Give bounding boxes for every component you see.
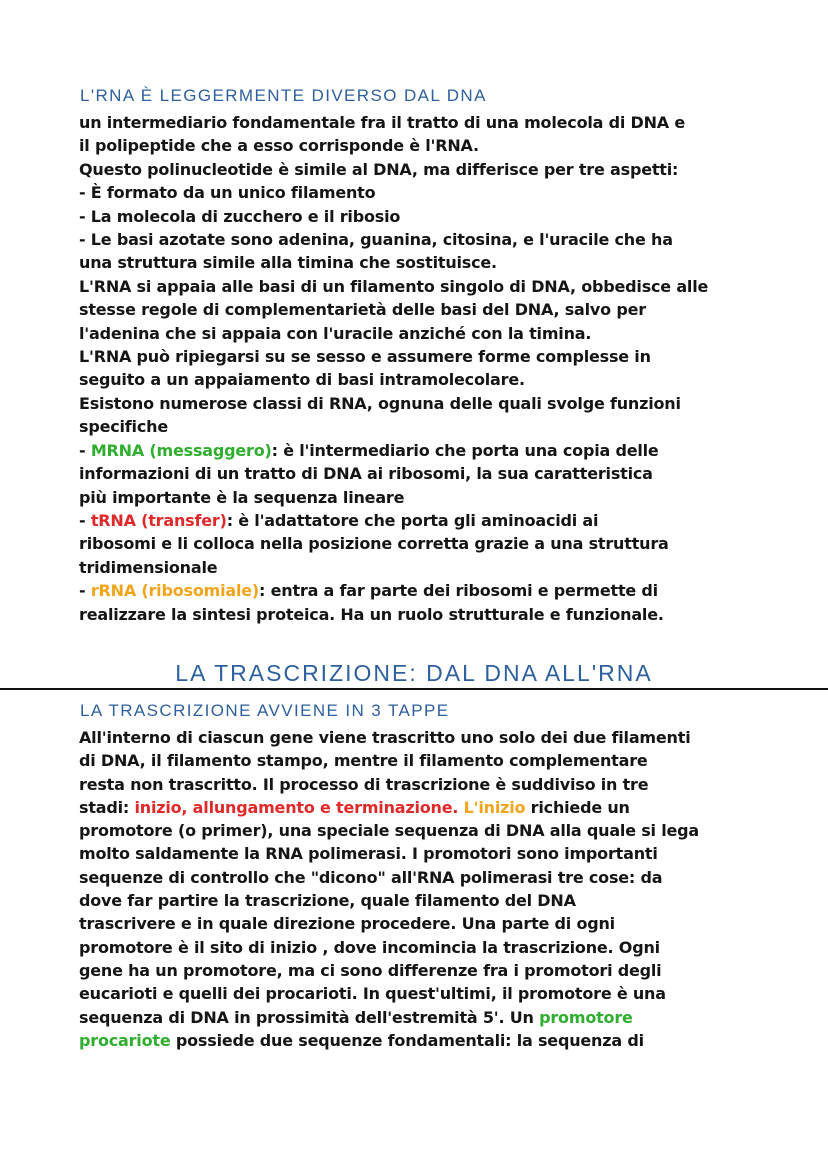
- text-segment: resta non trascritto. Il processo di trascrizione è suddiviso in tre: [79, 774, 649, 794]
- section2-heading: LA TRASCRIZIONE AVVIENE IN 3 TAPPE: [80, 701, 450, 720]
- highlighted-term: inizio, allungamento e terminazione.: [134, 797, 459, 817]
- text-line: [79, 486, 779, 509]
- text-line: [79, 773, 779, 796]
- section1-body: [79, 111, 779, 626]
- text-line: [79, 603, 779, 626]
- text-line: [79, 579, 779, 602]
- text-line: [79, 298, 779, 321]
- text-line: [79, 368, 779, 391]
- text-segment: specifiche: [79, 417, 168, 437]
- text-segment: Questo polinucleotide è simile al DNA, ma differisce per tre aspetti:: [79, 159, 679, 179]
- text-segment: possiede due sequenze fondamentali: la sequenza di: [170, 1030, 644, 1050]
- text-line: [79, 936, 779, 959]
- text-line: [79, 205, 779, 228]
- text-segment: - La molecola di zucchero e il ribosio: [79, 206, 401, 226]
- text-line: [79, 889, 779, 912]
- text-segment: Esistono numerose classi di RNA, ognuna delle quali svolge funzioni: [79, 393, 681, 413]
- text-line: [79, 959, 779, 982]
- text-segment: -: [79, 581, 91, 601]
- text-segment: richiede un: [525, 797, 630, 817]
- highlighted-term: L'inizio: [463, 797, 526, 817]
- text-segment: sequenze di controllo che "dicono" all'RNA polimerasi tre cose: da: [79, 867, 663, 887]
- text-segment: molto saldamente la RNA polimerasi. I promotori sono importanti: [79, 844, 658, 864]
- main-title: LA TRASCRIZIONE: DAL DNA ALL'RNA: [175, 660, 653, 686]
- text-line: [79, 912, 779, 935]
- text-line: [79, 134, 779, 157]
- text-line: [79, 842, 779, 865]
- highlighted-term: rRNA (ribosomiale): [90, 581, 260, 601]
- text-line: [79, 462, 779, 485]
- text-segment: All'interno di ciascun gene viene trascritto uno solo dei due filamenti: [79, 728, 691, 747]
- text-segment: - Le basi azotate sono adenina, guanina, citosina, e l'uracile che ha: [79, 230, 673, 250]
- section2-body: [79, 726, 779, 1052]
- text-segment: : è l'intermediario che porta una copia delle: [271, 440, 659, 460]
- text-line: [79, 181, 779, 204]
- text-segment: una struttura simile alla timina che sostituisce.: [79, 253, 497, 273]
- text-segment: promotore (o primer), una speciale sequenza di DNA alla quale si lega: [79, 821, 699, 841]
- text-segment: ribosomi e li colloca nella posizione corretta grazie a una struttura: [79, 534, 669, 554]
- text-line: [79, 322, 779, 345]
- text-line: [79, 726, 779, 749]
- text-segment: trascrivere e in quale direzione procedere. Una parte di ogni: [79, 914, 615, 934]
- text-line: [79, 532, 779, 555]
- text-segment: L'RNA può ripiegarsi su se sesso e assumere forme complesse in: [79, 347, 651, 367]
- text-segment: : entra a far parte dei ribosomi e permette di: [259, 581, 658, 601]
- text-line: [79, 1006, 779, 1029]
- divider-line: [0, 688, 828, 690]
- highlighted-term: MRNA (messaggero): [90, 440, 272, 460]
- text-line: [79, 228, 779, 251]
- text-line: [79, 796, 779, 819]
- text-segment: promotore è il sito di inizio , dove incomincia la trascrizione. Ogni: [79, 937, 660, 957]
- text-segment: L'RNA si appaia alle basi di un filamento singolo di DNA, obbedisce alle: [79, 276, 709, 296]
- text-line: [79, 158, 779, 181]
- text-segment: gene ha un promotore, ma ci sono differenze fra i promotori degli: [79, 960, 662, 980]
- text-segment: un intermediario fondamentale fra il tratto di una molecola di DNA e: [79, 113, 685, 132]
- text-line: [79, 251, 779, 274]
- text-line: [79, 275, 779, 298]
- highlighted-term: procariote: [79, 1030, 171, 1050]
- text-segment: dove far partire la trascrizione, quale filamento del DNA: [79, 891, 576, 911]
- text-line: [79, 111, 779, 134]
- text-line: [79, 392, 779, 415]
- text-line: [79, 866, 779, 889]
- text-segment: tridimensionale: [79, 557, 218, 577]
- text-segment: sequenza di DNA in prossimità dell'estremità 5'. Un: [79, 1007, 540, 1027]
- text-segment: l'adenina che si appaia con l'uracile anziché con la timina.: [79, 323, 592, 343]
- highlighted-term: tRNA (transfer): [90, 510, 227, 530]
- text-line: [79, 982, 779, 1005]
- section1-heading: L'RNA È LEGGERMENTE DIVERSO DAL DNA: [80, 86, 487, 105]
- text-segment: - È formato da un unico filamento: [79, 183, 376, 203]
- text-segment: stesse regole di complementarietà delle basi del DNA, salvo per: [79, 300, 646, 320]
- text-segment: : è l'adattatore che porta gli aminoacidi ai: [226, 510, 599, 530]
- text-line: [79, 439, 779, 462]
- text-line: [79, 1029, 779, 1052]
- text-segment: -: [79, 510, 91, 530]
- text-line: [79, 819, 779, 842]
- text-line: [79, 415, 779, 438]
- text-segment: più importante è la sequenza lineare: [79, 487, 405, 507]
- text-line: [79, 556, 779, 579]
- text-segment: seguito a un appaiamento di basi intramolecolare.: [79, 370, 525, 390]
- text-segment: realizzare la sintesi proteica. Ha un ruolo strutturale e funzionale.: [79, 604, 664, 624]
- text-line: [79, 345, 779, 368]
- text-segment: -: [79, 440, 91, 460]
- text-line: [79, 509, 779, 532]
- text-segment: stadi:: [79, 797, 135, 817]
- highlighted-term: promotore: [539, 1007, 633, 1027]
- text-segment: eucarioti e quelli dei procarioti. In quest'ultimi, il promotore è una: [79, 984, 666, 1004]
- text-segment: di DNA, il filamento stampo, mentre il filamento complementare: [79, 751, 648, 771]
- text-segment: il polipeptide che a esso corrisponde è l'RNA.: [79, 136, 479, 156]
- text-line: [79, 749, 779, 772]
- text-segment: informazioni di un tratto di DNA ai ribosomi, la sua caratteristica: [79, 464, 653, 484]
